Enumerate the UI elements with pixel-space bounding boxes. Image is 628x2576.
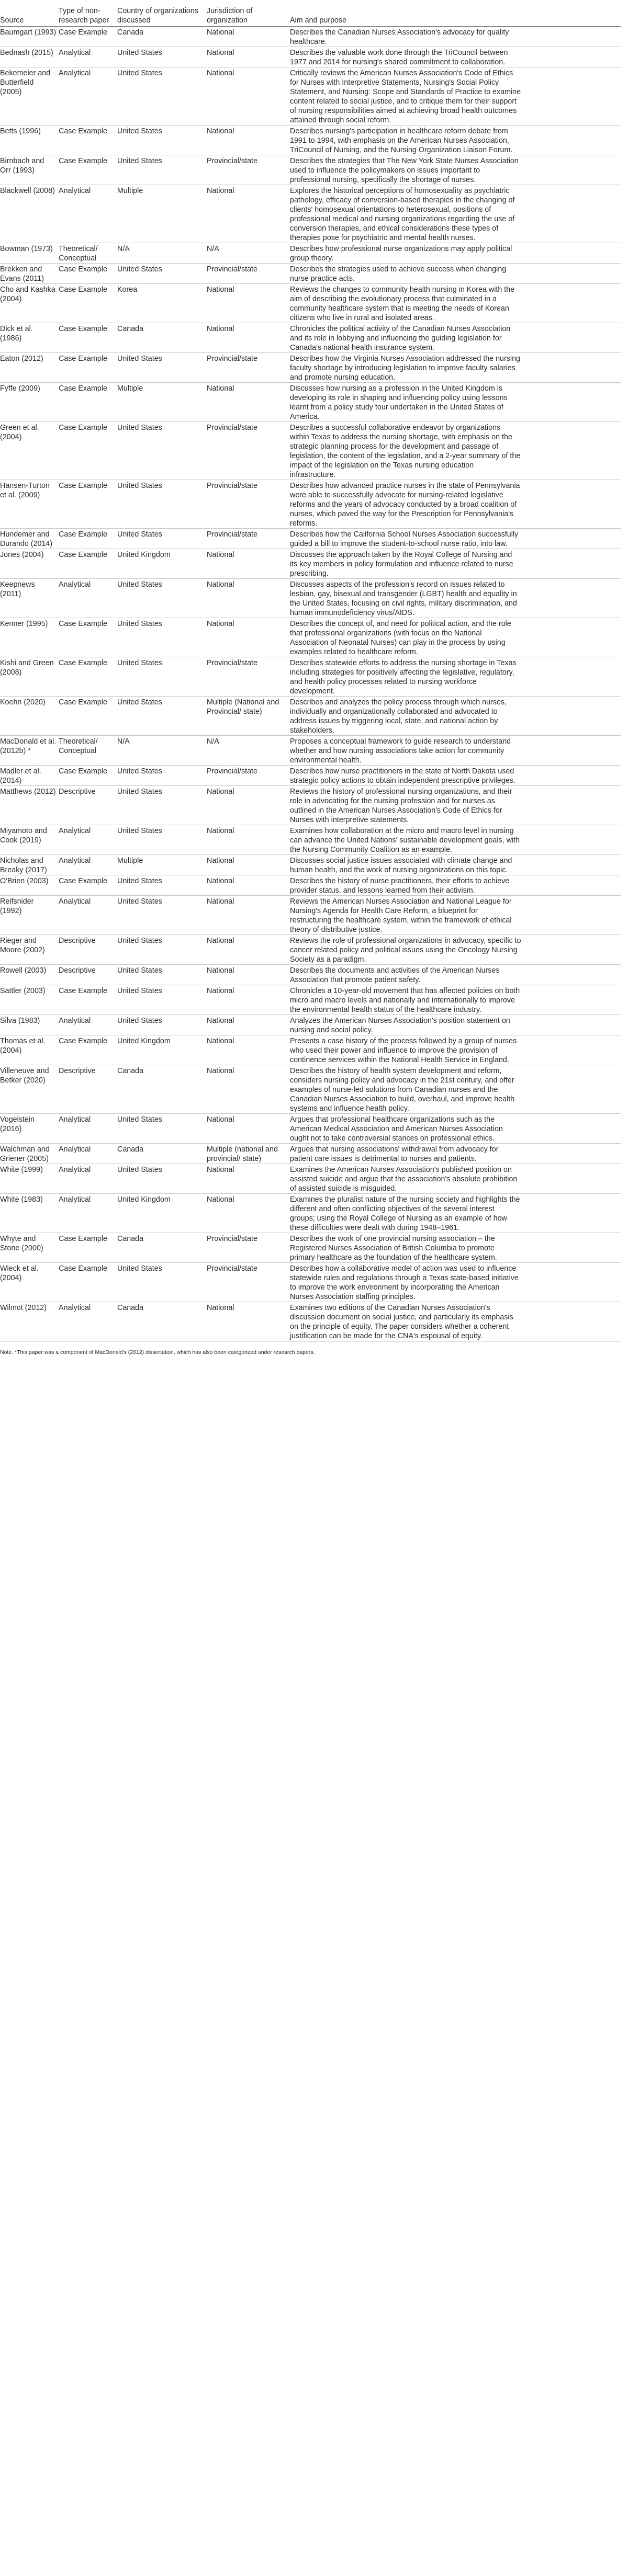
table-row: [0, 126, 621, 155]
table-row: [0, 1114, 621, 1144]
cell-type: Case Example: [59, 383, 117, 422]
table-row: [0, 766, 621, 786]
cell-country: United States: [117, 529, 207, 549]
cell-source: Hundemer and Durando (2014): [0, 529, 59, 549]
cell-country: United States: [117, 965, 207, 985]
cell-jurisdiction: National: [207, 935, 290, 965]
cell-aim: Reviews the role of professional organizations in advocacy, specific to cancer related policy and political issues using the Oncology Nursing Society as a paradigm.: [290, 935, 621, 965]
cell-country: N/A: [117, 736, 207, 766]
table-row: [0, 657, 621, 697]
cell-aim: Discusses how nursing as a profession in the United Kingdom is developing its role in shaping and influencing policy using lessons learnt from a policy study tour undertaken in the United States of America.: [290, 383, 621, 422]
cell-country: United States: [117, 1015, 207, 1035]
papers-table: [0, 6, 621, 1341]
cell-jurisdiction: National: [207, 618, 290, 657]
header-source: Source: [0, 6, 59, 27]
table-row: [0, 264, 621, 284]
cell-source: Bowman (1973): [0, 243, 59, 264]
table-row: [0, 736, 621, 766]
header-aim: Aim and purpose: [290, 6, 621, 27]
cell-aim: Examines how collaboration at the micro and macro level in nursing can advance the United Nations' sustainable development goals, with the Nursing Community Coalition as an example.: [290, 825, 621, 855]
table-row: [0, 549, 621, 579]
table-row: [0, 855, 621, 875]
cell-type: Case Example: [59, 323, 117, 353]
cell-aim: Presents a case history of the process followed by a group of nurses who used their power and influence to improve the provision of continence services within the National Health Service in England.: [290, 1035, 621, 1065]
cell-aim: Chronicles the political activity of the Canadian Nurses Association and its role in lobbying and influencing the guiding legislation for Canada's national health insurance system.: [290, 323, 621, 353]
cell-country: United States: [117, 766, 207, 786]
cell-country: United States: [117, 480, 207, 529]
cell-source: Blackwell (2008): [0, 185, 59, 243]
cell-aim: Examines two editions of the Canadian Nurses Association's discussion document on social justice, and particularly its emphasis on the principle of equity. The paper considers whether a coherent justification can be made for the CNA's espousal of equity.: [290, 1302, 621, 1341]
cell-jurisdiction: Provincial/state: [207, 529, 290, 549]
cell-type: Descriptive: [59, 965, 117, 985]
cell-type: Case Example: [59, 985, 117, 1015]
cell-aim: Describes the documents and activities of the American Nurses Association that promote patient safety.: [290, 965, 621, 985]
cell-type: Case Example: [59, 697, 117, 736]
cell-aim: Describes how the Virginia Nurses Association addressed the nursing faculty shortage by introducing legislation to improve faculty salaries and promote nursing education.: [290, 353, 621, 383]
cell-aim: Describes how advanced practice nurses in the state of Pennsylvania were able to successfully advocate for nursing-related legislative reforms and the years of advocacy conducted by a broad coalition of nurses, which paved the way for the Prescription for Pennsylvania's reforms.: [290, 480, 621, 529]
cell-source: Hansen-Turton et al. (2009): [0, 480, 59, 529]
table-row: [0, 1194, 621, 1233]
cell-aim: Argues that professional healthcare organizations such as the American Medical Association and American Nurses Association ought not to take controversial stances on professional ethics.: [290, 1114, 621, 1144]
table-row: [0, 243, 621, 264]
table-row: [0, 579, 621, 618]
cell-type: Analytical: [59, 67, 117, 126]
cell-country: United States: [117, 67, 207, 126]
cell-type: Case Example: [59, 480, 117, 529]
cell-type: Case Example: [59, 657, 117, 697]
cell-aim: Argues that nursing associations' withdrawal from advocacy for patient care issues is detrimental to nurses and patients.: [290, 1144, 621, 1164]
cell-jurisdiction: National: [207, 27, 290, 47]
cell-country: Canada: [117, 27, 207, 47]
cell-source: Vogelstein (2016): [0, 1114, 59, 1144]
cell-type: Case Example: [59, 264, 117, 284]
cell-source: Birnbach and Orr (1993): [0, 155, 59, 185]
cell-source: Kenner (1995): [0, 618, 59, 657]
cell-aim: Reviews the changes to community health nursing in Korea with the aim of describing the evolutionary process that culminated in a community healthcare system that is meeting the needs of Korean citizens who live in rural and isolated areas.: [290, 284, 621, 323]
table-row: [0, 896, 621, 935]
cell-country: United States: [117, 126, 207, 155]
cell-type: Analytical: [59, 855, 117, 875]
cell-jurisdiction: National: [207, 875, 290, 896]
cell-country: Canada: [117, 1144, 207, 1164]
cell-aim: Describes statewide efforts to address the nursing shortage in Texas including strategies for positively affecting the legislative, regulatory, and health policy processes related to nursing workforce development.: [290, 657, 621, 697]
cell-source: White (1983): [0, 1194, 59, 1233]
cell-type: Case Example: [59, 766, 117, 786]
cell-aim: Describes how nurse practitioners in the state of North Dakota used strategic policy actions to obtain independent prescriptive privileges.: [290, 766, 621, 786]
cell-aim: Describes the valuable work done through the TriCouncil between 1977 and 2014 for nursing's shared commitment to collaboration.: [290, 47, 621, 67]
table-row: [0, 1302, 621, 1341]
cell-jurisdiction: National: [207, 323, 290, 353]
cell-country: Canada: [117, 1302, 207, 1341]
cell-jurisdiction: Provincial/state: [207, 657, 290, 697]
cell-type: Descriptive: [59, 1065, 117, 1114]
cell-aim: Describes the history of nurse practitioners, their efforts to achieve provider status, and lessons learned from their activism.: [290, 875, 621, 896]
cell-type: Analytical: [59, 896, 117, 935]
cell-type: Case Example: [59, 875, 117, 896]
table-row: [0, 353, 621, 383]
cell-country: United States: [117, 618, 207, 657]
cell-source: Nicholas and Breaky (2017): [0, 855, 59, 875]
cell-jurisdiction: Multiple (National and Provincial/ state): [207, 697, 290, 736]
table-row: [0, 1263, 621, 1302]
cell-source: Betts (1996): [0, 126, 59, 155]
header-row: [0, 6, 621, 27]
table-row: [0, 422, 621, 480]
cell-source: Brekken and Evans (2011): [0, 264, 59, 284]
cell-country: United Kingdom: [117, 549, 207, 579]
table-row: [0, 480, 621, 529]
cell-source: Wieck et al. (2004): [0, 1263, 59, 1302]
cell-jurisdiction: National: [207, 1065, 290, 1114]
cell-type: Analytical: [59, 1114, 117, 1144]
cell-jurisdiction: Provincial/state: [207, 1233, 290, 1263]
cell-source: Wilmot (2012): [0, 1302, 59, 1341]
table-row: [0, 697, 621, 736]
cell-jurisdiction: Provincial/state: [207, 1263, 290, 1302]
table-row: [0, 155, 621, 185]
cell-jurisdiction: National: [207, 855, 290, 875]
cell-country: United States: [117, 353, 207, 383]
cell-aim: Describes the work of one provincial nursing association – the Registered Nurses Association of British Columbia to promote primary healthcare as the foundation of the healthcare system.: [290, 1233, 621, 1263]
cell-aim: Reviews the American Nurses Association and National League for Nursing's Agenda for Health Care Reform, a blueprint for restructuring the healthcare system, within the framework of ethical theory of distributive justice.: [290, 896, 621, 935]
cell-source: O'Brien (2003): [0, 875, 59, 896]
cell-jurisdiction: National: [207, 185, 290, 243]
cell-source: Cho and Kashka (2004): [0, 284, 59, 323]
cell-jurisdiction: Multiple (national and provincial/ state): [207, 1144, 290, 1164]
cell-source: Villeneuve and Betker (2020): [0, 1065, 59, 1114]
cell-jurisdiction: Provincial/state: [207, 766, 290, 786]
cell-type: Descriptive: [59, 935, 117, 965]
cell-source: Fyffe (2009): [0, 383, 59, 422]
cell-type: Analytical: [59, 1194, 117, 1233]
table-row: [0, 935, 621, 965]
cell-type: Case Example: [59, 549, 117, 579]
cell-aim: Describes the strategies used to achieve success when changing nurse practice acts.: [290, 264, 621, 284]
cell-type: Descriptive: [59, 786, 117, 825]
cell-aim: Describes the concept of, and need for political action, and the role that professional organizations (with focus on the National Association of Neonatal Nurses) can play in the process by using examples related to healthcare reform.: [290, 618, 621, 657]
header-country: Country of organizations discussed: [117, 6, 207, 27]
cell-jurisdiction: National: [207, 284, 290, 323]
cell-jurisdiction: National: [207, 67, 290, 126]
cell-aim: Critically reviews the American Nurses Association's Code of Ethics for Nurses with Interpretive Statements, Nursing's Social Policy Statement, and Nursing: Scope and Standards of Practice to examine content related to social justice, and to critique them for their support of nursing responsibilities aimed at achieving broad health outcomes attained through social reform.: [290, 67, 621, 126]
table-row: [0, 323, 621, 353]
cell-type: Analytical: [59, 1302, 117, 1341]
header-jurisdiction: Jurisdiction of organization: [207, 6, 290, 27]
cell-aim: Describes how the California School Nurses Association successfully guided a bill to improve the student-to-school nurse ratio, into law.: [290, 529, 621, 549]
cell-source: Walchman and Griener (2005): [0, 1144, 59, 1164]
cell-country: United States: [117, 1164, 207, 1194]
cell-type: Analytical: [59, 579, 117, 618]
cell-country: United States: [117, 579, 207, 618]
cell-source: Eaton (2012): [0, 353, 59, 383]
table-note: Note. *This paper was a component of MacDonald's (2012) dissertation, which has also been categorized under research papers.: [0, 1349, 315, 1355]
cell-aim: Discusses social justice issues associated with climate change and human health, and the work of nursing organizations on this topic.: [290, 855, 621, 875]
cell-source: Koehn (2020): [0, 697, 59, 736]
table-row: [0, 786, 621, 825]
cell-source: Sattler (2003): [0, 985, 59, 1015]
table-row: [0, 185, 621, 243]
cell-aim: Discusses aspects of the profession's record on issues related to lesbian, gay, bisexual and transgender (LGBT) health and equality in the United States, focusing on civil rights, military discrimination, and human immunodeficiency virus/AIDS.: [290, 579, 621, 618]
cell-country: United States: [117, 896, 207, 935]
cell-source: Reifsnider (1992): [0, 896, 59, 935]
cell-country: United States: [117, 1263, 207, 1302]
cell-aim: Analyzes the American Nurses Association's position statement on nursing and social policy.: [290, 1015, 621, 1035]
table-row: [0, 1164, 621, 1194]
cell-type: Case Example: [59, 284, 117, 323]
table-row: [0, 618, 621, 657]
cell-jurisdiction: Provincial/state: [207, 480, 290, 529]
table-row: [0, 1035, 621, 1065]
cell-jurisdiction: Provincial/state: [207, 422, 290, 480]
cell-country: Multiple: [117, 383, 207, 422]
cell-source: Rieger and Moore (2002): [0, 935, 59, 965]
cell-aim: Describes nursing's participation in healthcare reform debate from 1991 to 1994, with emphasis on the American Nurses Association, TriCouncil of Nursing, and the Nursing Organization Liaison Forum.: [290, 126, 621, 155]
cell-type: Analytical: [59, 1164, 117, 1194]
cell-country: N/A: [117, 243, 207, 264]
cell-type: Analytical: [59, 47, 117, 67]
cell-type: Case Example: [59, 618, 117, 657]
cell-jurisdiction: National: [207, 126, 290, 155]
cell-jurisdiction: National: [207, 383, 290, 422]
table-row: [0, 1144, 621, 1164]
cell-source: MacDonald et al. (2012b) *: [0, 736, 59, 766]
cell-source: Bednash (2015): [0, 47, 59, 67]
table-row: [0, 965, 621, 985]
cell-type: Theoretical/ Conceptual: [59, 736, 117, 766]
table-row: [0, 27, 621, 47]
cell-jurisdiction: National: [207, 1194, 290, 1233]
cell-country: United States: [117, 155, 207, 185]
cell-country: United States: [117, 422, 207, 480]
cell-country: United States: [117, 264, 207, 284]
cell-jurisdiction: N/A: [207, 243, 290, 264]
cell-country: United States: [117, 697, 207, 736]
cell-aim: Describes the Canadian Nurses Association's advocacy for quality healthcare.: [290, 27, 621, 47]
cell-source: Whyte and Stone (2000): [0, 1233, 59, 1263]
cell-jurisdiction: Provincial/state: [207, 264, 290, 284]
cell-jurisdiction: Provincial/state: [207, 155, 290, 185]
cell-country: Canada: [117, 1065, 207, 1114]
cell-country: United Kingdom: [117, 1194, 207, 1233]
cell-type: Analytical: [59, 1015, 117, 1035]
table-row: [0, 825, 621, 855]
header-type: Type of non-research paper: [59, 6, 117, 27]
cell-type: Analytical: [59, 185, 117, 243]
cell-source: Rowell (2003): [0, 965, 59, 985]
cell-jurisdiction: National: [207, 1114, 290, 1144]
cell-jurisdiction: National: [207, 825, 290, 855]
cell-country: United States: [117, 985, 207, 1015]
cell-aim: Describes how a collaborative model of action was used to influence statewide rules and regulations through a Texas state-based initiative to improve the work environment by incorporating the American Nurses Association staffing principles.: [290, 1263, 621, 1302]
cell-jurisdiction: National: [207, 985, 290, 1015]
cell-type: Case Example: [59, 1035, 117, 1065]
cell-type: Case Example: [59, 27, 117, 47]
cell-jurisdiction: National: [207, 47, 290, 67]
cell-aim: Describes a successful collaborative endeavor by organizations within Texas to address the nursing shortage, with emphasis on the strategic planning process for the development and passage of legislation, the content of the legislation, and a 2-year summary of the impact of the legislation on the Texas nursing education infrastructure.: [290, 422, 621, 480]
cell-source: Kishi and Green (2008): [0, 657, 59, 697]
table-row: [0, 1065, 621, 1114]
cell-source: Matthews (2012): [0, 786, 59, 825]
cell-type: Analytical: [59, 825, 117, 855]
cell-jurisdiction: National: [207, 549, 290, 579]
table-row: [0, 875, 621, 896]
table-row: [0, 985, 621, 1015]
cell-type: Case Example: [59, 126, 117, 155]
cell-jurisdiction: National: [207, 1164, 290, 1194]
cell-type: Case Example: [59, 529, 117, 549]
cell-country: Canada: [117, 323, 207, 353]
cell-country: Multiple: [117, 185, 207, 243]
cell-type: Case Example: [59, 353, 117, 383]
cell-country: United States: [117, 786, 207, 825]
cell-jurisdiction: National: [207, 1302, 290, 1341]
cell-country: United States: [117, 47, 207, 67]
cell-country: United States: [117, 875, 207, 896]
cell-country: Canada: [117, 1233, 207, 1263]
cell-country: Multiple: [117, 855, 207, 875]
cell-aim: Describes the history of health system development and reform, considers nursing policy and advocacy in the 21st century, and offer examples of nurse-led solutions from Canadian nurses and the Canadian Nurses Association to build, overhaul, and improve health systems and influence health policy.: [290, 1065, 621, 1114]
cell-source: Madler et al. (2014): [0, 766, 59, 786]
table-header: [0, 6, 621, 27]
table-row: [0, 1015, 621, 1035]
table-row: [0, 383, 621, 422]
cell-jurisdiction: National: [207, 1035, 290, 1065]
cell-jurisdiction: National: [207, 786, 290, 825]
cell-source: Silva (1983): [0, 1015, 59, 1035]
cell-aim: Reviews the history of professional nursing organizations, and their role in advocating for the nursing profession and for nurses as outlined in the American Nurses Association's Code of Ethics for Nurses with interpretive statements.: [290, 786, 621, 825]
cell-aim: Describes how professional nurse organizations may apply political group theory.: [290, 243, 621, 264]
table-row: [0, 1233, 621, 1263]
cell-source: Jones (2004): [0, 549, 59, 579]
cell-country: Korea: [117, 284, 207, 323]
cell-jurisdiction: National: [207, 896, 290, 935]
cell-aim: Describes the strategies that The New York State Nurses Association used to influence the policymakers on issues important to professional nursing, specifically the shortage of nurses.: [290, 155, 621, 185]
cell-country: United States: [117, 1114, 207, 1144]
table-row: [0, 284, 621, 323]
cell-source: White (1999): [0, 1164, 59, 1194]
cell-type: Theoretical/ Conceptual: [59, 243, 117, 264]
cell-aim: Describes and analyzes the policy process through which nurses, individually and organizationally collaborated and advocated to address issues by triggering local, state, and national action by stakeholders.: [290, 697, 621, 736]
cell-source: Thomas et al. (2004): [0, 1035, 59, 1065]
cell-type: Analytical: [59, 1144, 117, 1164]
cell-aim: Proposes a conceptual framework to guide research to understand whether and how nursing associations take action for community environmental health.: [290, 736, 621, 766]
cell-type: Case Example: [59, 1263, 117, 1302]
cell-type: Case Example: [59, 1233, 117, 1263]
cell-source: Dick et al. (1986): [0, 323, 59, 353]
table-row: [0, 529, 621, 549]
cell-jurisdiction: National: [207, 965, 290, 985]
cell-type: Case Example: [59, 155, 117, 185]
cell-source: Baumgart (1993): [0, 27, 59, 47]
cell-aim: Chronicles a 10-year-old movement that has affected policies on both micro and macro levels and nationally and internationally to improve the environmental health status of the healthcare industry.: [290, 985, 621, 1015]
cell-source: Green et al. (2004): [0, 422, 59, 480]
cell-country: United Kingdom: [117, 1035, 207, 1065]
cell-country: United States: [117, 935, 207, 965]
cell-country: United States: [117, 657, 207, 697]
cell-source: Miyamoto and Cook (2019): [0, 825, 59, 855]
cell-jurisdiction: N/A: [207, 736, 290, 766]
table-row: [0, 47, 621, 67]
cell-source: Bekemeier and Butterfield (2005): [0, 67, 59, 126]
cell-jurisdiction: National: [207, 579, 290, 618]
cell-aim: Discusses the approach taken by the Royal College of Nursing and its key members in policy formulation and influence related to nurse prescribing.: [290, 549, 621, 579]
cell-type: Case Example: [59, 422, 117, 480]
cell-jurisdiction: Provincial/state: [207, 353, 290, 383]
cell-source: Keepnews (2011): [0, 579, 59, 618]
cell-aim: Examines the American Nurses Association's published position on assisted suicide and argue that the association's absolute prohibition of assisted suicide is misguided.: [290, 1164, 621, 1194]
table-body: [0, 27, 621, 1341]
cell-aim: Explores the historical perceptions of homosexuality as psychiatric pathology, efficacy of conversion-based therapies in the changing of clients' homosexual orientations to heterosexual, positions of professional medical and nursing organizations regarding the use of conversion therapies, and ethical considerations these types of therapies pose for psychiatric and mental health nurses.: [290, 185, 621, 243]
table-row: [0, 67, 621, 126]
cell-jurisdiction: National: [207, 1015, 290, 1035]
cell-aim: Examines the pluralist nature of the nursing society and highlights the different and often conflicting objectives of the several interest groups; using the Royal College of Nursing as an example of how these difficulties were dealt with during 1948–1961.: [290, 1194, 621, 1233]
cell-country: United States: [117, 825, 207, 855]
